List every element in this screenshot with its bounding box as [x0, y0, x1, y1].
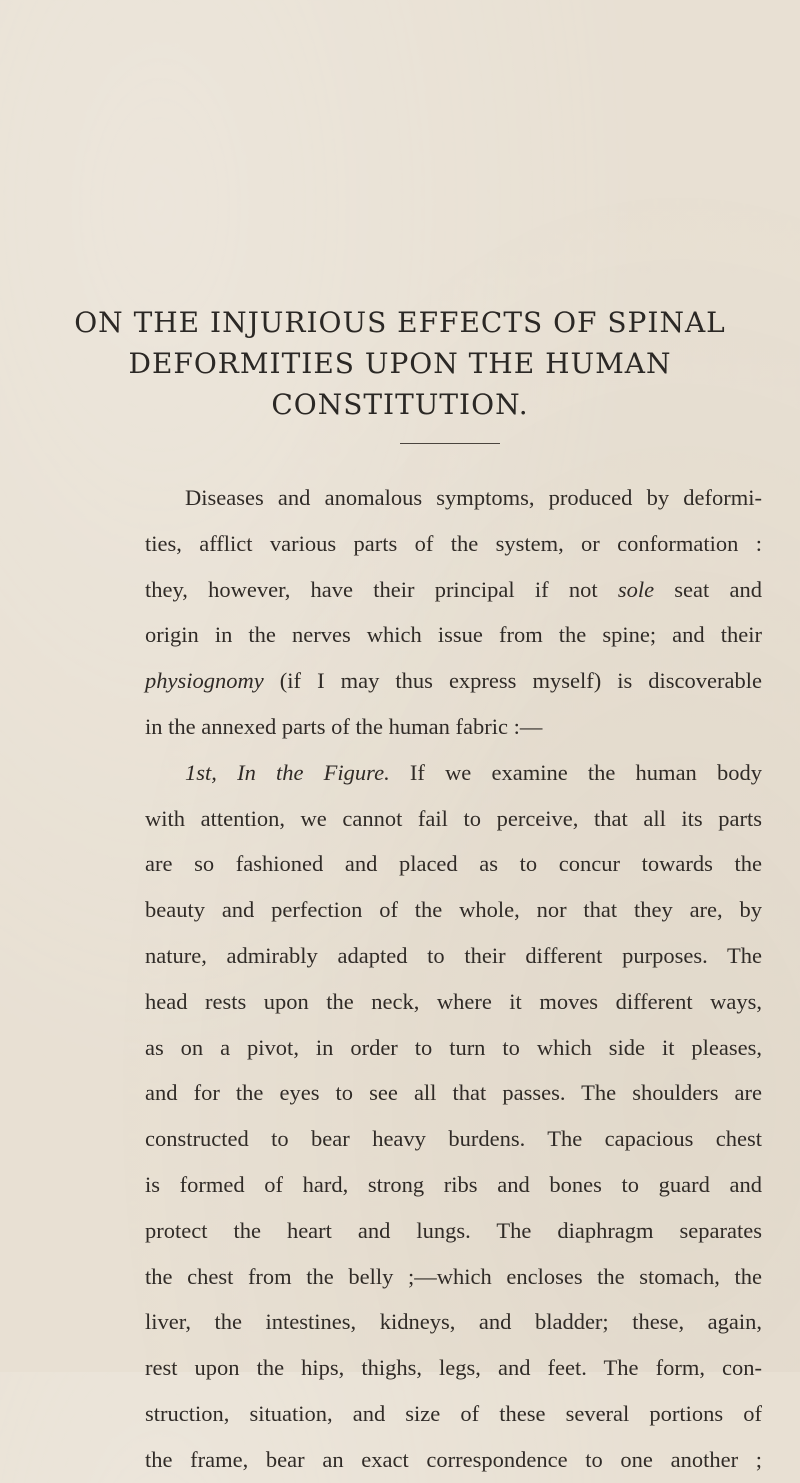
chapter-title	[0, 302, 800, 425]
text-run: are so fashioned and placed as to concur towards the	[145, 851, 762, 877]
text-run: (if I may thus express myself) is discoverable	[263, 668, 762, 694]
text-line	[145, 475, 762, 521]
text-run: and for the eyes to see all that passes. The shoulders are	[145, 1080, 762, 1106]
text-line	[145, 1437, 762, 1483]
text-line	[145, 1254, 762, 1300]
text-line	[145, 704, 762, 750]
text-run: struction, situation, and size of these several portions of	[145, 1400, 762, 1426]
text-run: the chest from the belly ;—which encloses the stomach, the	[145, 1263, 762, 1289]
text-run: constructed to bear heavy burdens. The capacious chest	[145, 1126, 762, 1152]
text-line	[145, 1345, 762, 1391]
text-run: seat and	[654, 576, 762, 602]
text-run: they, however, have their principal if not	[145, 576, 618, 602]
text-run: protect the heart and lungs. The diaphragm separates	[145, 1217, 762, 1243]
text-line	[145, 612, 762, 658]
text-line	[145, 1208, 762, 1254]
text-line	[145, 887, 762, 933]
text-run: as on a pivot, in order to turn to which side it pleases,	[145, 1034, 762, 1060]
text-line	[145, 1391, 762, 1437]
text-line	[145, 796, 762, 842]
text-line	[145, 1299, 762, 1345]
title-divider	[400, 443, 500, 444]
paragraph-intro	[145, 475, 762, 750]
text-run: liver, the intestines, kidneys, and bladder; these, again,	[145, 1309, 762, 1335]
chapter-title-line: DEFORMITIES UPON THE HUMAN	[128, 346, 672, 380]
text-line	[145, 1116, 762, 1162]
italic-text: sole	[617, 576, 655, 602]
text-run: rest upon the hips, thighs, legs, and feet. The form, con-	[145, 1355, 762, 1381]
text-line	[145, 1070, 762, 1116]
chapter-title-line: CONSTITUTION.	[271, 387, 529, 421]
text-line	[145, 658, 762, 704]
text-line	[145, 750, 762, 796]
text-run: ties, afflict various parts of the system, or conformation :	[145, 530, 762, 556]
text-line	[145, 841, 762, 887]
chapter-title-line: ON THE INJURIOUS EFFECTS OF SPINAL	[74, 305, 726, 339]
text-run: Diseases and anomalous symptoms, produced by deformi-	[185, 485, 762, 510]
text-run: nature, admirably adapted to their different purposes. The	[145, 942, 762, 968]
text-line	[145, 1025, 762, 1071]
text-run: the frame, bear an exact correspondence to one another ;	[145, 1446, 762, 1472]
text-line	[145, 933, 762, 979]
text-run: in the annexed parts of the human fabric :—	[145, 713, 543, 739]
text-line	[145, 1162, 762, 1208]
text-run: origin in the nerves which issue from the spine; and their	[145, 622, 762, 648]
body-text	[145, 475, 762, 1483]
text-run: is formed of hard, strong ribs and bones to guard and	[145, 1171, 762, 1197]
italic-text: 1st, In the Figure.	[185, 759, 390, 785]
text-run: with attention, we cannot fail to perceive, that all its parts	[145, 805, 762, 831]
text-run: beauty and perfection of the whole, nor that they are, by	[145, 897, 762, 923]
text-line	[145, 979, 762, 1025]
text-line	[145, 521, 762, 567]
text-run: head rests upon the neck, where it moves different ways,	[145, 988, 762, 1014]
text-run: If we examine the human body	[389, 759, 762, 785]
italic-text: physiognomy	[145, 668, 264, 694]
text-line	[145, 567, 762, 613]
paragraph-figure	[145, 750, 762, 1483]
